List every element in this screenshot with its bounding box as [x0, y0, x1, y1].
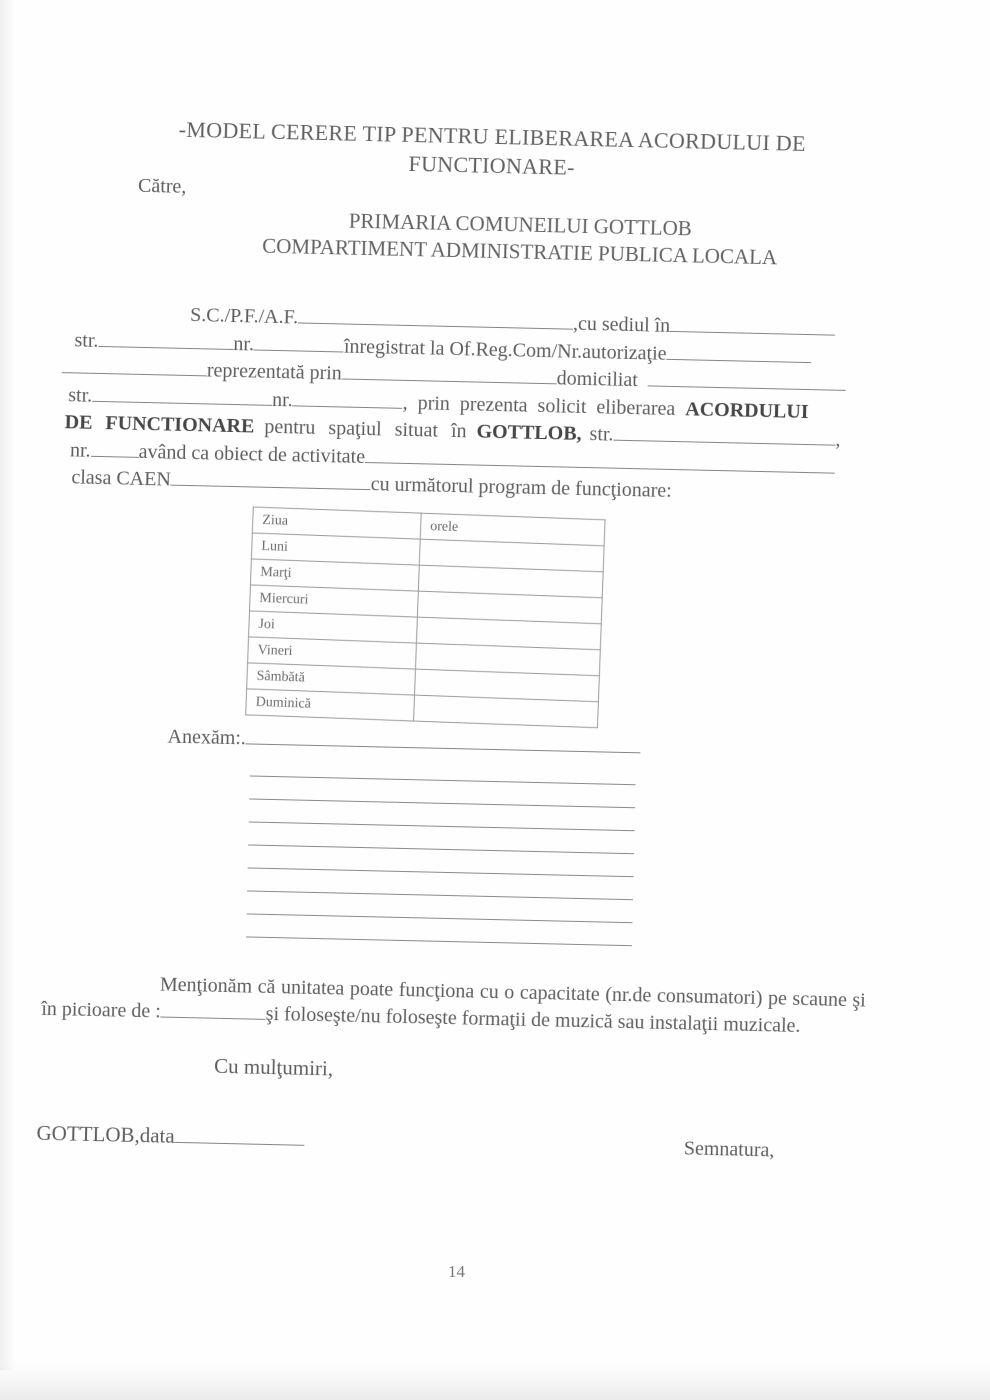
closing-row	[36, 1120, 870, 1164]
blank-field-number3	[90, 440, 138, 457]
schedule-day-cell: Duminică	[246, 688, 415, 720]
blank-field-number2	[293, 390, 403, 408]
located-bold-gottlob: GOTTLOB,	[476, 420, 582, 445]
schedule-table	[245, 506, 605, 728]
located-street-label: str.	[589, 423, 614, 446]
blank-field-capacity	[161, 1002, 266, 1020]
domiciled-label: domiciliat	[556, 367, 639, 392]
caen-label: clasa CAEN	[71, 466, 172, 491]
number2-label: nr.	[271, 388, 293, 411]
blank-field-caen	[171, 470, 371, 491]
salutation: Către,	[137, 174, 187, 198]
schedule-day-cell: Sâmbătă	[247, 662, 416, 694]
company-suffix-label: ,cu sediul în	[572, 312, 671, 337]
blank-field-registration	[666, 343, 811, 362]
located-text: pentru spaţiul situat în	[264, 415, 467, 443]
street2-label: str.	[68, 383, 93, 407]
located-comma: ,	[835, 428, 841, 451]
recipient-line-2: COMPARTIMENT ADMINISTRATIE PUBLICA LOCALA	[261, 233, 778, 270]
mention-text-before: Menţionăm că unitatea poate funcţiona cu o capacitate (nr.de consumatori) pe scaune şi în picioare de :	[41, 972, 867, 1023]
title-line-1: -MODEL CERERE TIP PENTRU ELIBERAREA ACORDULUI DE	[178, 116, 807, 156]
signature-label: Semnatura,	[683, 1136, 775, 1161]
schedule-header-day: Ziua	[252, 506, 421, 538]
page-number: 14	[448, 1262, 465, 1281]
schedule-intro-text: cu următorul program de funcţionare:	[370, 473, 672, 502]
activity-label: având ca obiect de activitate	[138, 440, 366, 468]
blank-field-registration2	[62, 357, 207, 376]
blank-field-company-name	[298, 307, 573, 329]
recipient-line-1: PRIMARIA COMUNEILUI GOTTLOB	[348, 208, 693, 241]
form-body	[51, 299, 889, 510]
blank-field-headquarters	[670, 316, 835, 336]
blank-field-located-street	[613, 425, 835, 446]
street-label: str.	[74, 328, 99, 352]
annex-blank-lines	[41, 748, 879, 951]
annex-label: Anexăm:.	[167, 725, 247, 749]
blank-field-representative	[342, 363, 557, 384]
schedule-day-cell: Miercuri	[250, 584, 419, 616]
mention-paragraph	[41, 968, 866, 1042]
schedule-day-cell: Marţi	[250, 558, 419, 590]
title-line-2: FUNCTIONARE-	[408, 150, 575, 180]
number3-label: nr.	[69, 438, 91, 462]
closing-thanks: Cu mulţumiri,	[213, 1053, 334, 1080]
blank-field-domicile	[648, 370, 846, 390]
blank-field-number	[254, 334, 344, 352]
annex-section	[41, 722, 880, 951]
number-label: nr.	[233, 332, 255, 355]
request-bold-acordului: ACORDULUI	[685, 397, 809, 423]
schedule-day-cell: Luni	[251, 532, 420, 564]
company-prefix-label: S.C./P.F./A.F.	[189, 304, 299, 329]
blank-field-date	[175, 1126, 305, 1145]
schedule-header-hours: orele	[420, 513, 605, 546]
blank-field-street2	[92, 385, 272, 405]
schedule-day-cell: Vineri	[248, 636, 417, 668]
schedule-day-cell: Joi	[249, 610, 418, 642]
blank-field-annex	[246, 728, 641, 753]
represented-label: reprezentată prin	[206, 359, 343, 385]
request-bold-de-functionare: DE FUNCTIONARE	[64, 411, 255, 438]
registered-label: înregistrat la Of.Reg.Com/Nr.autorizaţie	[343, 335, 667, 365]
blank-field-street	[98, 330, 233, 349]
document-content	[36, 100, 894, 1164]
place-date-label: GOTTLOB,data	[36, 1120, 176, 1148]
mention-text-after: şi foloseşte/nu foloseşte formaţii de muzică sau instalaţii muzicale.	[265, 1002, 801, 1038]
request-text: , prin prezenta solicit eliberarea	[402, 391, 676, 420]
